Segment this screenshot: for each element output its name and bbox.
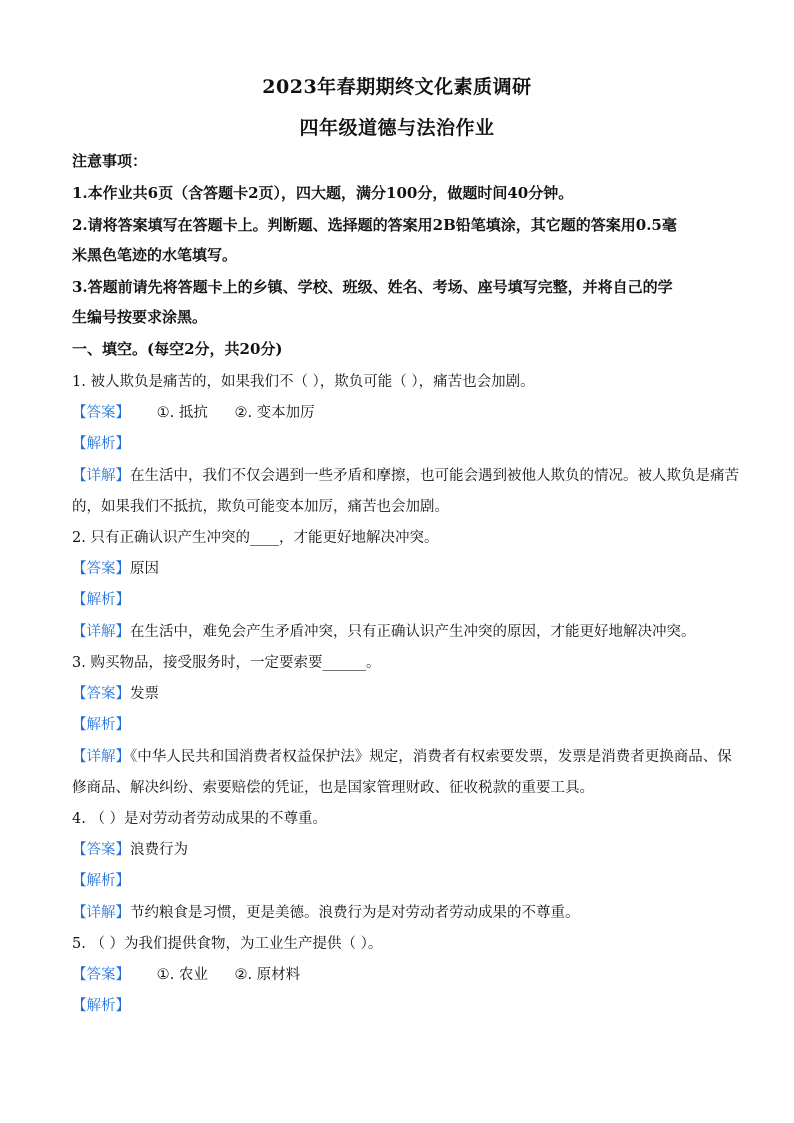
q4-answer-line	[72, 838, 724, 859]
document-subtitle: 四年级道德与法治作业	[299, 117, 495, 139]
q1-analysis-line	[72, 432, 724, 453]
q3-analysis-line	[72, 713, 724, 734]
q2-detail: 在生活中，难免会产生矛盾冲突，只有正确认识产生冲突的原因，才能更好地解决冲突。	[130, 624, 696, 640]
q3-answer-line	[72, 682, 724, 703]
detail-label: 【详解】	[72, 468, 130, 484]
notice-heading: 注意事项：	[72, 152, 148, 170]
q5-answer-line	[72, 963, 724, 984]
analysis-label: 【解析】	[72, 436, 130, 452]
q4-analysis-line	[72, 869, 724, 890]
answer-marker-2: ②	[234, 405, 248, 421]
question-4: 4. （ ）是对劳动者劳动成果的不尊重。	[72, 811, 328, 827]
question-5: 5. （ ）为我们提供食物，为工业生产提供（ ）。	[72, 936, 383, 952]
q1-detail-cont: 的，如果我们不抵抗，欺负可能变本加厉，痛苦也会加剧。	[72, 499, 449, 515]
notice-item-3-cont: 生编号按要求涂黑。	[72, 308, 208, 326]
analysis-label: 【解析】	[72, 873, 130, 889]
answer-marker-1: ①	[156, 405, 170, 421]
q3-detail-line	[72, 745, 732, 766]
section-heading: 一、填空。(每空2分，共20分)	[72, 340, 283, 358]
q2-answer-line	[72, 557, 724, 578]
analysis-label: 【解析】	[72, 717, 130, 733]
q1-answer-1: . 抵抗	[169, 405, 208, 421]
q1-answer-2: . 变本加厉	[247, 405, 315, 421]
q1-detail-line	[72, 464, 739, 485]
notice-item-1: 1.本作业共6页（含答题卡2页），四大题，满分100分，做题时间40分钟。	[72, 184, 574, 202]
analysis-label: 【解析】	[72, 998, 130, 1014]
q1-answer-line	[72, 401, 724, 422]
answer-label: 【答案】	[72, 686, 130, 702]
document-title: 2023年春期期终文化素质调研	[262, 76, 532, 98]
q1-detail: 在生活中，我们不仅会遇到一些矛盾和摩擦，也可能会遇到被他人欺负的情况。被人欺负是痛苦	[130, 468, 739, 484]
analysis-label: 【解析】	[72, 592, 130, 608]
detail-label: 【详解】	[72, 749, 130, 765]
q4-answer: 浪费行为	[130, 842, 188, 858]
q4-detail: 节约粮食是习惯，更是美德。浪费行为是对劳动者劳动成果的不尊重。	[130, 905, 580, 921]
detail-label: 【详解】	[72, 624, 130, 640]
notice-item-3: 3.答题前请先将答题卡上的乡镇、学校、班级、姓名、考场、座号填写完整，并将自己的学	[72, 278, 673, 296]
answer-label: 【答案】	[72, 967, 130, 983]
q5-analysis-line	[72, 994, 724, 1015]
detail-label: 【详解】	[72, 905, 130, 921]
question-1: 1. 被人欺负是痛苦的，如果我们不（ ），欺负可能（ ），痛苦也会加剧。	[72, 374, 535, 390]
q2-detail-line	[72, 620, 724, 641]
answer-marker-2: ②	[234, 967, 248, 983]
q5-answer-2: . 原材料	[247, 967, 301, 983]
answer-label: 【答案】	[72, 561, 130, 577]
q3-answer: 发票	[130, 686, 159, 702]
q2-analysis-line	[72, 588, 724, 609]
notice-item-2: 2.请将答案填写在答题卡上。判断题、选择题的答案用2B铅笔填涂，其它题的答案用0.5毫	[72, 216, 677, 234]
q3-detail-cont: 修商品、解决纠纷、索要赔偿的凭证，也是国家管理财政、征收税款的重要工具。	[72, 780, 594, 796]
q4-detail-line	[72, 901, 724, 922]
notice-item-2-cont: 米黑色笔迹的水笔填写。	[72, 246, 238, 264]
answer-label: 【答案】	[72, 405, 130, 421]
answer-marker-1: ①	[156, 967, 170, 983]
answer-label: 【答案】	[72, 842, 130, 858]
q2-answer: 原因	[130, 561, 159, 577]
question-2: 2. 只有正确认识产生冲突的____，才能更好地解决冲突。	[72, 530, 439, 546]
q5-answer-1: . 农业	[169, 967, 208, 983]
q3-detail: 《中华人民共和国消费者权益保护法》规定，消费者有权索要发票，发票是消费者更换商品、保	[130, 749, 732, 765]
question-3: 3. 购买物品，接受服务时，一定要索要______。	[72, 655, 381, 671]
